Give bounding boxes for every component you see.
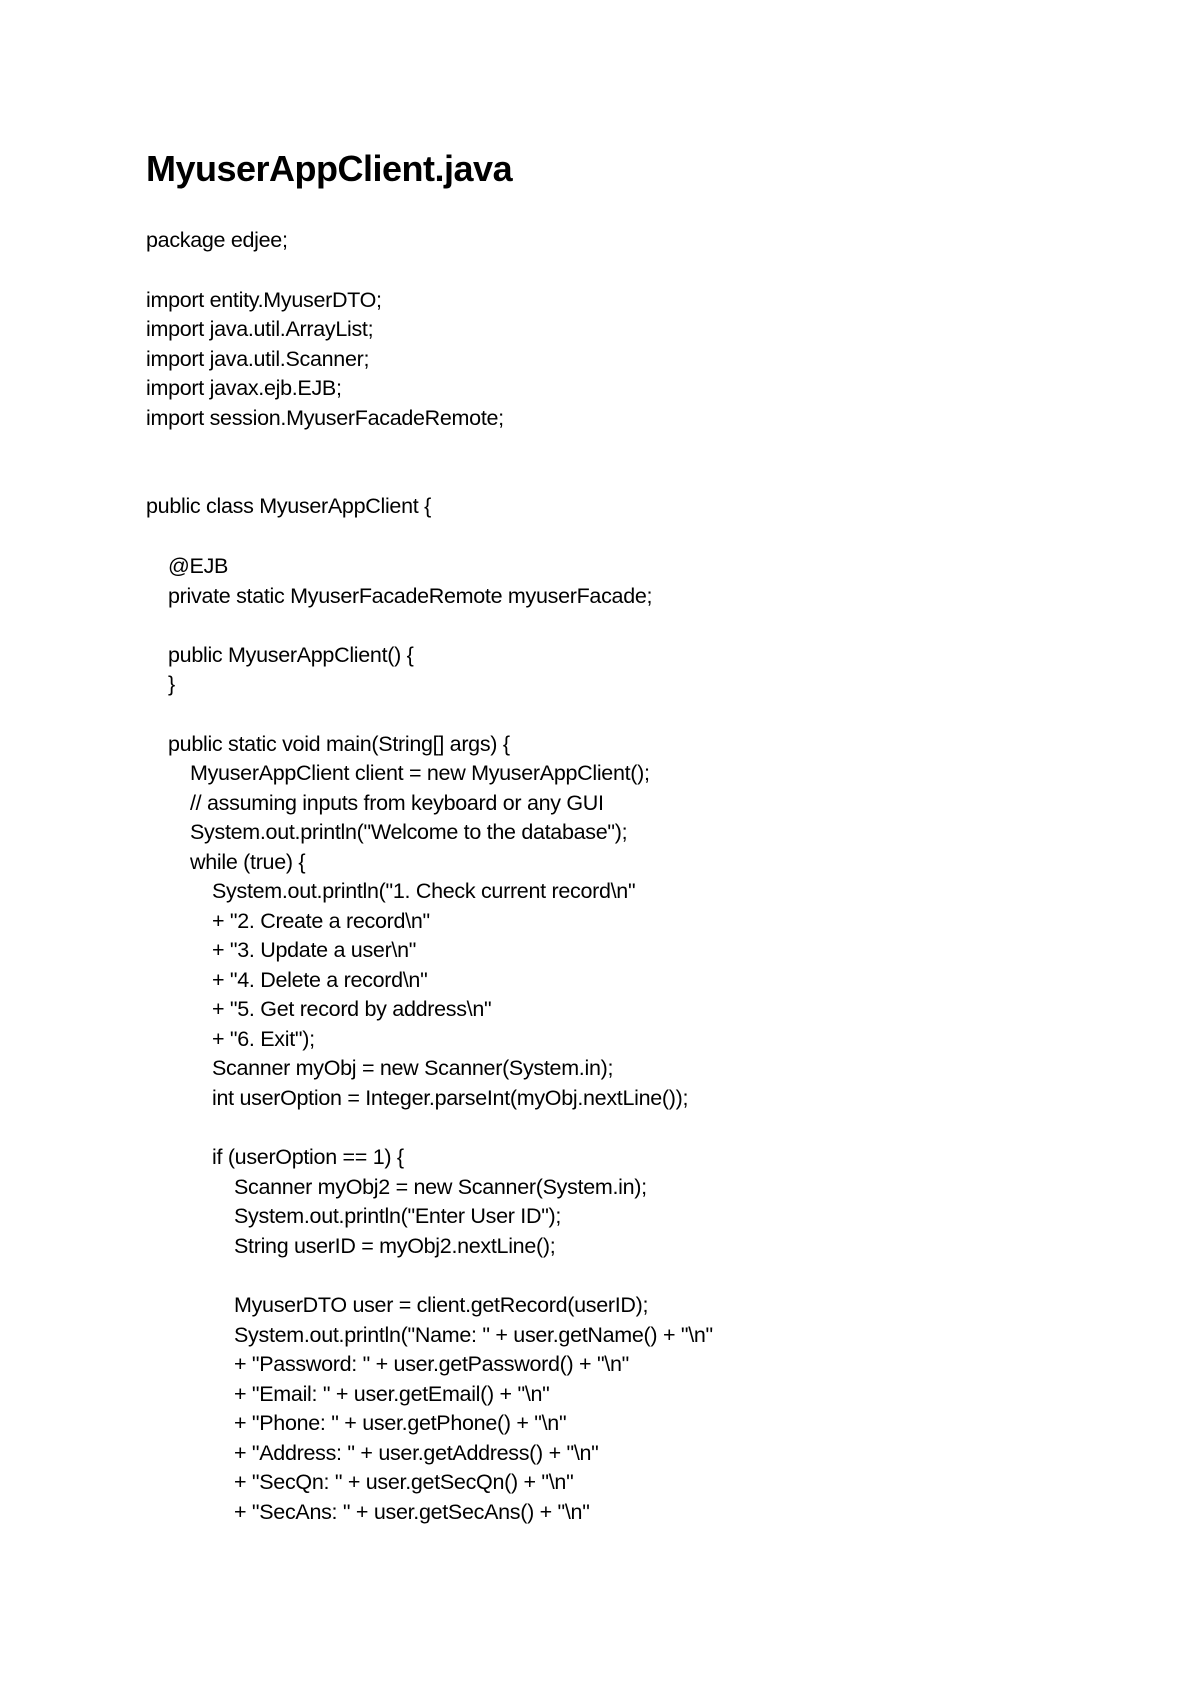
code-line: int userOption = Integer.parseInt(myObj.nextLine());: [212, 1086, 689, 1110]
code-line: String userID = myObj2.nextLine();: [234, 1234, 556, 1258]
document-title: MyuserAppClient.java: [146, 148, 513, 189]
code-line: System.out.println("Enter User ID");: [234, 1204, 562, 1228]
code-line: package edjee;: [146, 228, 288, 252]
code-line: import session.MyuserFacadeRemote;: [146, 406, 504, 430]
code-line: + "4. Delete a record\n": [212, 968, 428, 992]
code-line: Scanner myObj = new Scanner(System.in);: [212, 1056, 614, 1080]
code-line: + "SecAns: " + user.getSecAns() + "\n": [234, 1500, 590, 1524]
code-line: public static void main(String[] args) {: [168, 732, 510, 756]
code-line: import java.util.Scanner;: [146, 347, 370, 371]
code-line: Scanner myObj2 = new Scanner(System.in);: [234, 1175, 647, 1199]
code-line: + "Address: " + user.getAddress() + "\n": [234, 1441, 599, 1465]
code-line: + "5. Get record by address\n": [212, 997, 492, 1021]
code-line: + "2. Create a record\n": [212, 909, 430, 933]
code-line: + "Password: " + user.getPassword() + "\n": [234, 1352, 629, 1376]
code-line: + "Email: " + user.getEmail() + "\n": [234, 1382, 550, 1406]
code-line: import entity.MyuserDTO;: [146, 288, 382, 312]
code-line: MyuserAppClient client = new MyuserAppClient();: [190, 761, 650, 785]
code-line: if (userOption == 1) {: [212, 1145, 404, 1169]
code-line: private static MyuserFacadeRemote myuserFacade;: [168, 584, 653, 608]
code-line: import javax.ejb.EJB;: [146, 376, 342, 400]
code-line: while (true) {: [190, 850, 306, 874]
code-line: + "Phone: " + user.getPhone() + "\n": [234, 1411, 567, 1435]
code-line: }: [168, 672, 175, 696]
code-line: System.out.println("1. Check current record\n": [212, 879, 636, 903]
code-line: // assuming inputs from keyboard or any GUI: [190, 791, 604, 815]
code-line: + "SecQn: " + user.getSecQn() + "\n": [234, 1470, 574, 1494]
code-line: MyuserDTO user = client.getRecord(userID);: [234, 1293, 649, 1317]
code-line: + "6. Exit");: [212, 1027, 315, 1051]
code-line: public MyuserAppClient() {: [168, 643, 414, 667]
code-line: System.out.println("Name: " + user.getName() + "\n": [234, 1323, 713, 1347]
code-line: + "3. Update a user\n": [212, 938, 417, 962]
code-line: System.out.println("Welcome to the database");: [190, 820, 628, 844]
code-line: import java.util.ArrayList;: [146, 317, 374, 341]
code-line: @EJB: [168, 554, 229, 578]
code-line: public class MyuserAppClient {: [146, 494, 431, 518]
